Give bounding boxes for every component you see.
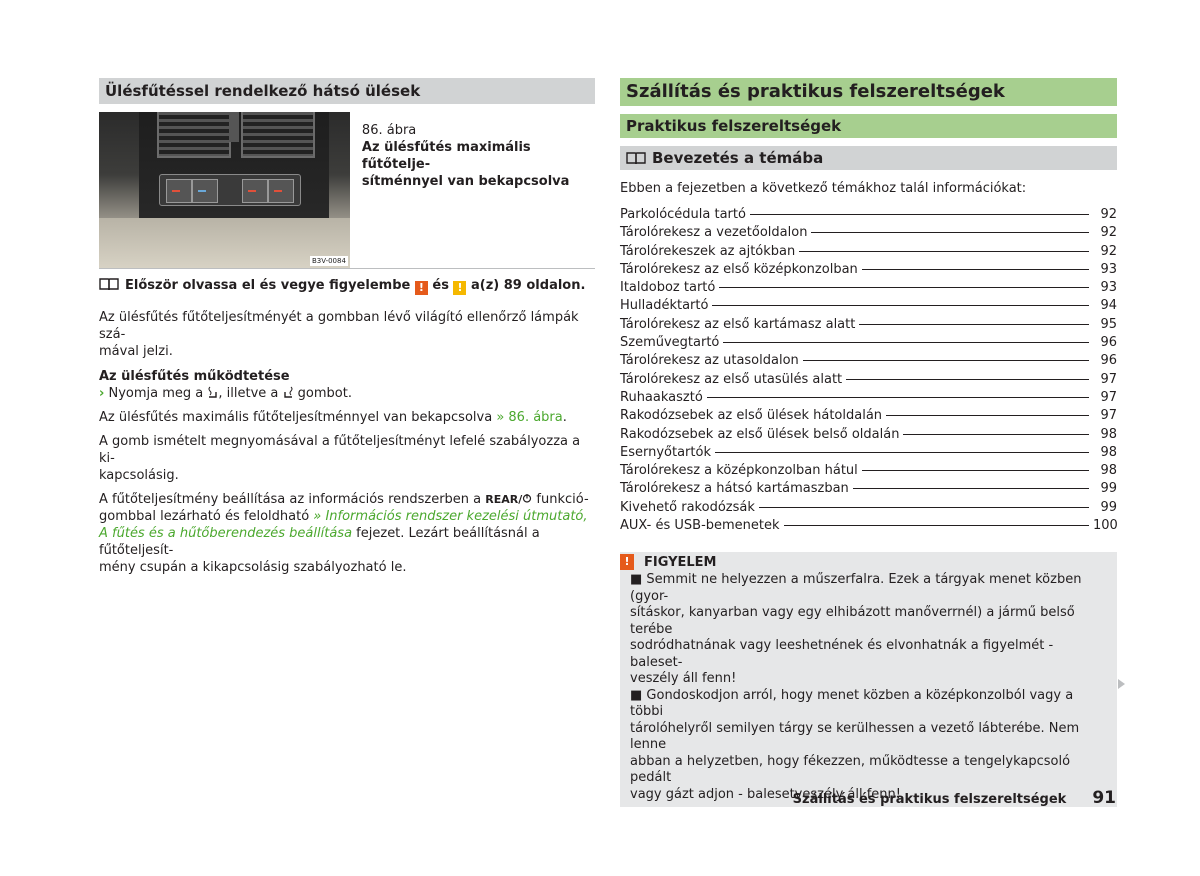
operation-step-end: gombot.	[293, 386, 352, 401]
notice-text-before: Először olvassa el és vegye figyelembe	[125, 278, 411, 293]
paragraph-4-part-e: mény csupán a kikapcsolásig szabályozható le.	[99, 560, 407, 575]
toc-item[interactable]	[620, 262, 1117, 280]
toc-item[interactable]	[620, 427, 1117, 445]
toc-item[interactable]	[620, 518, 1117, 536]
section-title-left: Ülésfűtéssel rendelkező hátsó ülések	[99, 78, 595, 104]
paragraph-2-end: .	[562, 410, 567, 425]
toc-item-label: Tárolórekesz a vezetőoldalon	[620, 225, 808, 241]
right-column	[620, 78, 1117, 807]
operation-step-mid: , illetve a	[218, 386, 283, 401]
paragraph-3-line1: A gomb ismételt megnyomásával a fűtőteljesítményt lefelé szabályozza a ki-	[99, 434, 581, 466]
toc-item-label: Tárolórekesz az első kartámasz alatt	[620, 316, 856, 332]
toc-item-label: Tárolórekesz a középkonzolban hátul	[620, 463, 858, 479]
toc-item-label: AUX- és USB-bemenetek	[620, 518, 780, 534]
paragraph-4-part-c: gombbal lezárható és feloldható	[99, 509, 314, 524]
toc-item[interactable]	[620, 390, 1117, 408]
toc-item-page: 100	[1093, 518, 1118, 534]
figure-86-image	[99, 112, 350, 268]
figure-title-line1: Az ülésfűtés maximális fűtőtelje-	[361, 140, 531, 172]
operation-step	[99, 385, 595, 402]
toc-item-page: 98	[1100, 444, 1117, 460]
paragraph-4-part-a: A fűtőteljesítmény beállítása az információs rendszerben a	[99, 492, 486, 507]
toc-leader-line	[712, 305, 1089, 306]
seat-heat-switch-panel	[159, 174, 301, 206]
warning-line: tárolóhelyről semilyen tárgy se kerülhessen a vezető lábterébe. Nem lenne	[630, 720, 1080, 753]
toc-item-label: Esernyőtartók	[620, 444, 711, 460]
toc-item[interactable]	[620, 500, 1117, 518]
toc-item-label: Kivehető rakodózsák	[620, 499, 755, 515]
continue-arrow-icon	[1118, 679, 1125, 689]
warning-line: sításkor, kanyarban vagy egy elhibázott manőverrnél) a jármű belső terébe	[630, 605, 1075, 637]
figure-divider	[99, 268, 595, 269]
toc-item-label: Hulladéktartó	[620, 298, 709, 314]
toc-item[interactable]	[620, 280, 1117, 298]
toc-leader-line	[759, 507, 1089, 508]
book-icon	[626, 151, 646, 165]
toc-item-page: 98	[1100, 463, 1117, 479]
image-code: B3V-0084	[311, 257, 346, 265]
toc-leader-line	[723, 342, 1089, 343]
paragraph-3	[99, 433, 595, 484]
toc-item[interactable]	[620, 225, 1117, 243]
paragraph-2	[99, 409, 595, 426]
toc-item[interactable]	[620, 463, 1117, 481]
footer-title: Szállítás és praktikus felszereltségek	[792, 792, 1067, 807]
left-column	[99, 78, 595, 576]
toc-item-page: 93	[1100, 280, 1117, 296]
paragraph-4-part-b: funkció-	[532, 492, 589, 507]
intro-heading	[620, 146, 1117, 170]
toc-item-label: Ruhaakasztó	[620, 389, 703, 405]
toc-item[interactable]	[620, 408, 1117, 426]
seat-heat-right-level	[242, 179, 268, 203]
figure-number: 86. ábra	[361, 123, 417, 138]
toc-leader-line	[707, 397, 1089, 398]
toc-leader-line	[799, 251, 1089, 252]
toc-leader-line	[811, 232, 1089, 233]
toc-item-page: 95	[1100, 316, 1117, 332]
warning-header	[620, 552, 1117, 572]
toc-item-label: Rakodózsebek az első ülések hátoldalán	[620, 408, 883, 424]
step-arrow-icon: ›	[99, 386, 105, 401]
air-vent-right	[241, 112, 315, 158]
warning-title: FIGYELEM	[644, 554, 717, 570]
toc-item-page: 99	[1100, 499, 1117, 515]
toc-item-page: 92	[1100, 243, 1117, 259]
intro-title: Bevezetés a témába	[652, 149, 824, 167]
paragraph-4	[99, 491, 595, 576]
toc-item-page: 97	[1100, 408, 1117, 424]
toc-leader-line	[903, 434, 1089, 435]
toc-item-page: 92	[1100, 207, 1117, 222]
figure-86-link[interactable]: » 86. ábra	[496, 410, 563, 425]
warning-line: sodródhatnának vagy leeshetnének és elvonhatnák a figyelmét - baleset-	[630, 638, 1054, 670]
figure-row	[99, 112, 595, 268]
toc-item-label: Tárolórekesz az első utasülés alatt	[620, 371, 843, 387]
figure-caption	[362, 112, 595, 268]
fan-icon	[522, 493, 532, 504]
toc-item[interactable]	[620, 317, 1117, 335]
toc-leader-line	[859, 324, 1089, 325]
toc-item-label: Rakodózsebek az első ülések belső oldalán	[620, 426, 900, 442]
figure-title-line2: sítménnyel van bekapcsolva	[361, 174, 570, 189]
operation-step-text: Nyomja meg a	[108, 386, 208, 401]
toc-item[interactable]	[620, 207, 1117, 225]
toc-item[interactable]	[620, 298, 1117, 316]
toc-item[interactable]	[620, 445, 1117, 463]
page-number: 91	[1092, 788, 1116, 808]
seat-heat-left-level	[192, 179, 218, 203]
toc-item-label: Tárolórekesz az utasoldalon	[620, 353, 799, 369]
toc-item[interactable]	[620, 481, 1117, 499]
infotainment-manual-link[interactable]: » Információs rendszer kezelési útmutató, A fűtés és a hűtőberendezés beállítása	[99, 509, 588, 541]
page-footer	[793, 788, 1116, 808]
paragraph-1	[99, 309, 595, 360]
section-title-right: Szállítás és praktikus felszereltségek	[620, 78, 1117, 106]
operation-heading: Az ülésfűtés működtetése	[99, 369, 290, 384]
toc-leader-line	[719, 287, 1089, 288]
warning-body	[620, 572, 1117, 803]
toc-item-page: 99	[1100, 481, 1117, 497]
toc-item[interactable]	[620, 353, 1117, 371]
toc-leader-line	[853, 488, 1089, 489]
toc-list	[620, 207, 1117, 536]
notice-text-mid: és	[432, 278, 449, 293]
toc-item[interactable]	[620, 244, 1117, 262]
intro-text: Ebben a fejezetben a következő témákhoz talál információkat:	[620, 181, 1027, 196]
warning-line: ■ Gondoskodjon arról, hogy menet közben a középkonzolból vagy a többi	[630, 687, 1074, 720]
paragraph-3-line2: kapcsolásig.	[99, 468, 179, 483]
toc-leader-line	[803, 360, 1089, 361]
seat-heat-left-icon	[207, 386, 218, 398]
toc-item-label: Parkolócédula tartó	[620, 207, 746, 222]
subsection-title: Praktikus felszereltségek	[620, 114, 1117, 138]
toc-leader-line	[750, 214, 1089, 215]
paragraph-1-line2: mával jelzi.	[99, 344, 173, 359]
seat-heat-right-button	[268, 179, 294, 203]
toc-item[interactable]	[620, 335, 1117, 353]
toc-leader-line	[784, 525, 1089, 526]
rear-button-label: REAR/	[485, 493, 523, 506]
air-vent-left	[157, 112, 231, 158]
paragraph-1-line1: Az ülésfűtés fűtőteljesítményét a gombban lévő világító ellenőrző lámpák szá-	[99, 310, 579, 342]
toc-item-page: 97	[1100, 371, 1117, 387]
toc-item-label: Szeművegtartó	[620, 335, 720, 351]
toc-leader-line	[846, 379, 1089, 380]
toc-item-page: 96	[1100, 353, 1117, 369]
toc-item[interactable]	[620, 372, 1117, 390]
book-icon	[99, 277, 119, 291]
air-vent-divider	[229, 112, 239, 142]
paragraph-2-text: Az ülésfűtés maximális fűtőteljesítménnyel van bekapcsolva	[99, 410, 497, 425]
toc-item-label: Italdoboz tartó	[620, 280, 716, 296]
toc-leader-line	[862, 269, 1089, 270]
toc-item-page: 97	[1100, 389, 1117, 405]
warning-box	[620, 552, 1117, 807]
toc-item-page: 92	[1100, 225, 1117, 241]
warning-icon: !	[620, 554, 634, 570]
toc-item-page: 93	[1100, 261, 1117, 277]
notice-text-after: a(z) 89 oldalon.	[471, 278, 586, 293]
toc-item-label: Tárolórekesz az első középkonzolban	[620, 261, 858, 277]
warning-line: vagy gázt adjon - balesetveszély áll fenn!	[630, 786, 901, 802]
warning-line: abban a helyzetben, hogy fékezzen, működtesse a tengelykapcsoló pedált	[630, 753, 1071, 786]
toc-item-label: Tárolórekesz a hátsó kartámaszban	[620, 481, 849, 497]
read-first-notice	[99, 277, 595, 295]
toc-item-page: 94	[1100, 298, 1117, 314]
warning-icon: !	[415, 281, 428, 295]
seat-heat-left-button	[166, 179, 192, 203]
seat-heat-right-icon	[283, 386, 294, 398]
toc-leader-line	[715, 452, 1089, 453]
warning-line: ■ Semmit ne helyezzen a műszerfalra. Ezek a tárgyak menet közben (gyor-	[630, 572, 1082, 604]
warning-line: veszély áll fenn!	[630, 671, 737, 687]
toc-item-page: 98	[1100, 426, 1117, 442]
toc-leader-line	[862, 470, 1089, 471]
info-icon: !	[453, 281, 466, 295]
paragraph-4-part-d: fejezet. Lezárt beállításnál a fűtőteljesít-	[99, 526, 540, 558]
toc-item-page: 96	[1100, 335, 1117, 351]
toc-item-label: Tárolórekeszek az ajtókban	[620, 243, 796, 259]
toc-leader-line	[886, 415, 1089, 416]
